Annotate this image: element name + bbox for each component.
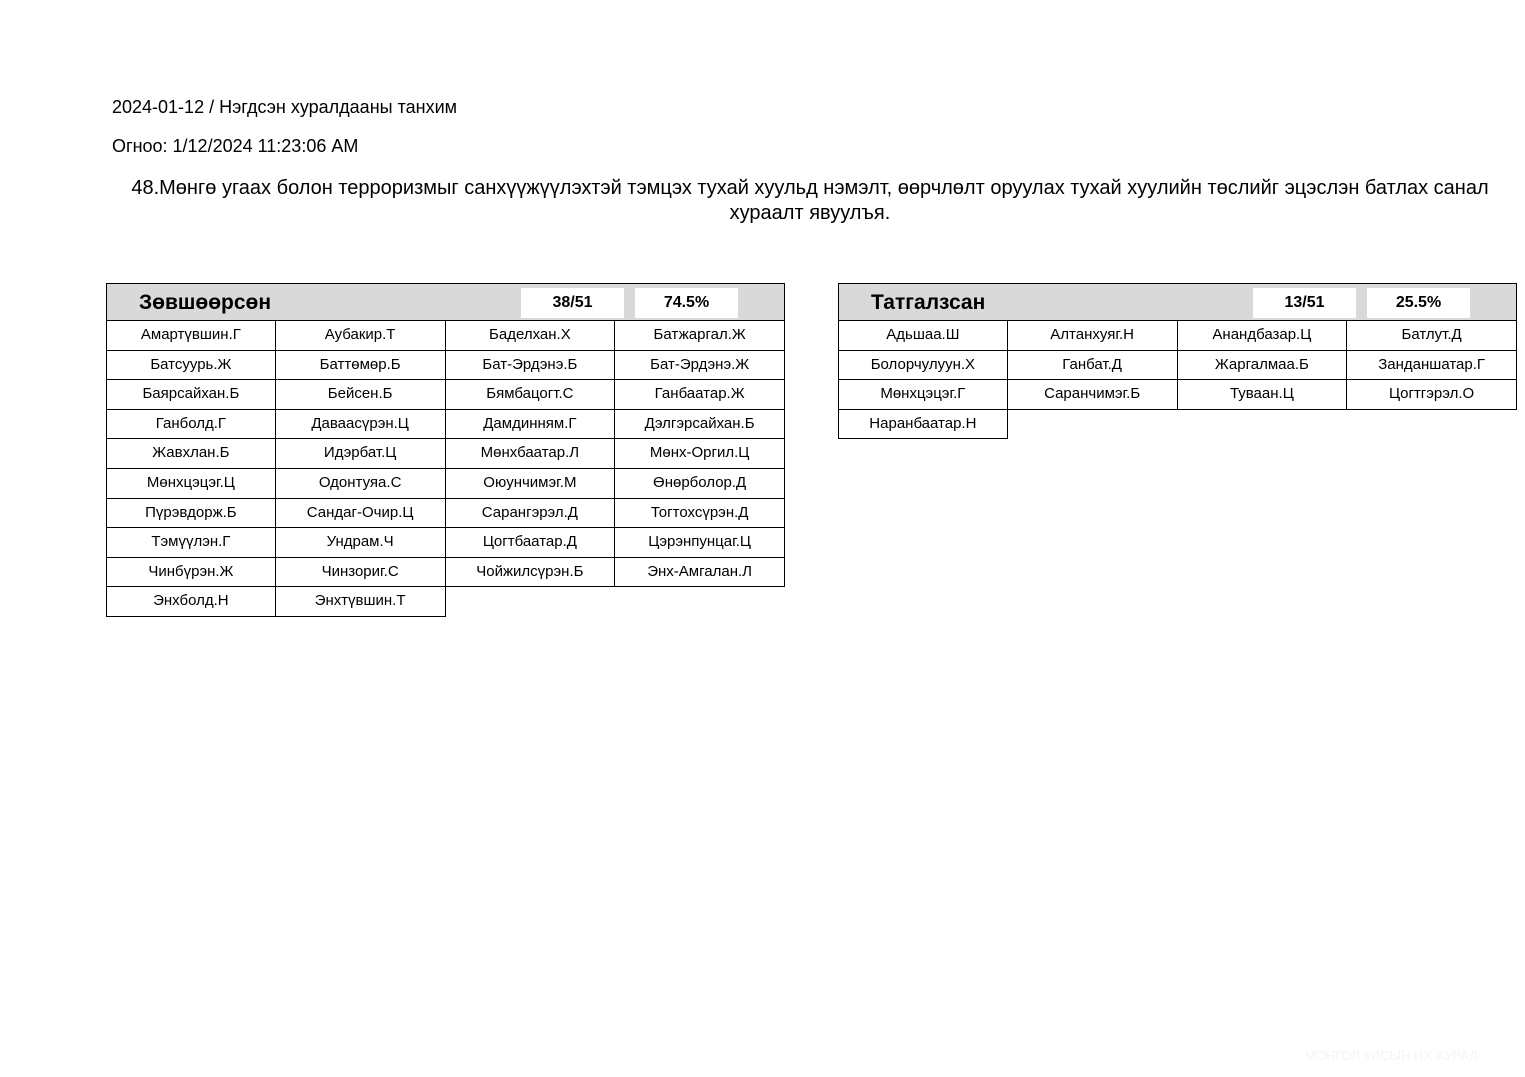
member-name-cell: Тэмүүлэн.Г xyxy=(106,528,276,558)
member-name-cell: Ундрам.Ч xyxy=(276,528,446,558)
member-name-cell: Энхтүвшин.Т xyxy=(276,587,446,617)
member-name-cell: Идэрбат.Ц xyxy=(276,439,446,469)
member-name-cell: Оюунчимэг.М xyxy=(446,469,616,499)
vote-date: Огноо: 1/12/2024 11:23:06 AM xyxy=(112,136,359,156)
member-name-cell: Аубакир.Т xyxy=(276,321,446,351)
member-name-cell: Баярсайхан.Б xyxy=(106,380,276,410)
approved-title: Зөвшөөрсөн xyxy=(139,291,272,314)
member-name-cell: Ганболд.Г xyxy=(106,410,276,440)
rejected-percent: 25.5% xyxy=(1367,288,1470,318)
member-name-cell: Занданшатар.Г xyxy=(1347,351,1517,381)
member-name-cell: Батлут.Д xyxy=(1347,321,1517,351)
member-name-cell: Даваасүрэн.Ц xyxy=(276,410,446,440)
member-name-cell: Мөнхцэцэг.Ц xyxy=(106,469,276,499)
member-name-cell: Бат-Эрдэнэ.Б xyxy=(446,351,616,381)
member-name-cell: Туваан.Ц xyxy=(1178,380,1348,410)
approved-header xyxy=(106,283,785,321)
member-name-cell: Жаргалмаа.Б xyxy=(1178,351,1348,381)
member-name-cell: Цэрэнпунцаг.Ц xyxy=(615,528,785,558)
approved-percent: 74.5% xyxy=(635,288,738,318)
member-name-cell: Одонтуяа.С xyxy=(276,469,446,499)
member-name-cell: Адьшаа.Ш xyxy=(838,321,1008,351)
rejected-title: Татгалзсан xyxy=(871,291,986,314)
watermark: МОНГОЛ УЛСЫН ИХ ХУРАЛ xyxy=(1305,1048,1478,1063)
member-name-cell: Баделхан.Х xyxy=(446,321,616,351)
rejected-count: 13/51 xyxy=(1253,288,1356,318)
member-name-cell: Мөнхбаатар.Л xyxy=(446,439,616,469)
member-name-cell: Бейсен.Б xyxy=(276,380,446,410)
session-info: 2024-01-12 / Нэгдсэн хуралдааны танхим xyxy=(112,97,457,117)
member-name-cell: Өнөрболор.Д xyxy=(615,469,785,499)
member-name-cell: Алтанхуяг.Н xyxy=(1008,321,1178,351)
approved-count: 38/51 xyxy=(521,288,624,318)
member-name-cell: Жавхлан.Б xyxy=(106,439,276,469)
motion-title: 48.Мөнгө угаах болон терроризмыг санхүүжүүлэхтэй тэмцэх тухай хуульд нэмэлт, өөрчлөлт оруулах тухай хуулийн төслийг эцэслэн батлах санал хураалт явуулъя. xyxy=(131,177,1489,224)
member-name-cell: Мөнх-Оргил.Ц xyxy=(615,439,785,469)
member-name-cell: Бямбацогт.С xyxy=(446,380,616,410)
member-name-cell: Дэлгэрсайхан.Б xyxy=(615,410,785,440)
member-name-cell: Саранчимэг.Б xyxy=(1008,380,1178,410)
member-name-cell: Тогтохсүрэн.Д xyxy=(615,499,785,529)
approved-names-grid xyxy=(106,321,785,617)
member-name-cell: Энхболд.Н xyxy=(106,587,276,617)
member-name-cell: Сарангэрэл.Д xyxy=(446,499,616,529)
member-name-cell: Цогтгэрэл.О xyxy=(1347,380,1517,410)
member-name-cell: Чойжилсүрэн.Б xyxy=(446,558,616,588)
member-name-cell: Сандаг-Очир.Ц xyxy=(276,499,446,529)
member-name-cell: Чинзориг.С xyxy=(276,558,446,588)
member-name-cell: Наранбаатар.Н xyxy=(838,410,1008,440)
member-name-cell: Бат-Эрдэнэ.Ж xyxy=(615,351,785,381)
member-name-cell: Амартүвшин.Г xyxy=(106,321,276,351)
member-name-cell: Батсуурь.Ж xyxy=(106,351,276,381)
member-name-cell: Ганбат.Д xyxy=(1008,351,1178,381)
member-name-cell: Анандбазар.Ц xyxy=(1178,321,1348,351)
member-name-cell: Мөнхцэцэг.Г xyxy=(838,380,1008,410)
member-name-cell: Дамдинням.Г xyxy=(446,410,616,440)
rejected-names-grid xyxy=(838,321,1517,439)
member-name-cell: Болорчулуун.Х xyxy=(838,351,1008,381)
member-name-cell: Цогтбаатар.Д xyxy=(446,528,616,558)
member-name-cell: Баттөмөр.Б xyxy=(276,351,446,381)
rejected-block xyxy=(838,283,1517,439)
member-name-cell: Чинбүрэн.Ж xyxy=(106,558,276,588)
approved-block xyxy=(106,283,785,617)
member-name-cell: Энх-Амгалан.Л xyxy=(615,558,785,588)
member-name-cell: Ганбаатар.Ж xyxy=(615,380,785,410)
rejected-header xyxy=(838,283,1517,321)
member-name-cell: Батжаргал.Ж xyxy=(615,321,785,351)
member-name-cell: Пүрэвдорж.Б xyxy=(106,499,276,529)
